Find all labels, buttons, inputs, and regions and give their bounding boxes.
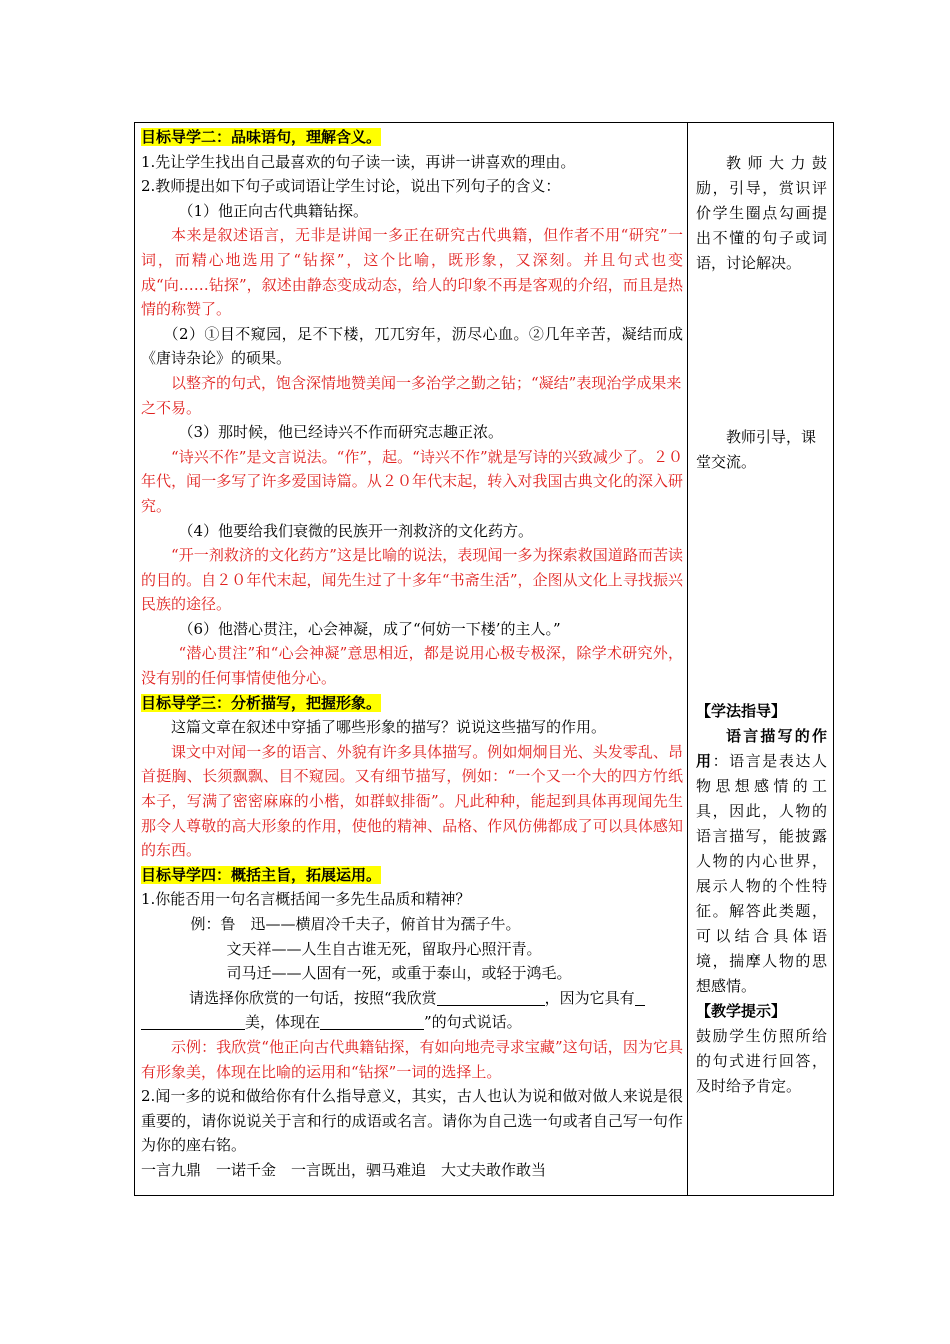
example-1: 例：鲁 迅——横眉冷千夫子，俯首甘为孺子牛。 xyxy=(190,915,521,933)
column-divider xyxy=(687,123,688,1195)
lesson-table xyxy=(134,122,834,1196)
question-3: （3）那时候，他已经诗兴不作而研究志趣正浓。 xyxy=(178,423,504,442)
step-1: 1.先让学生找出自己最喜欢的句子读一读，再讲一讲喜欢的理由。 xyxy=(141,152,576,171)
question-6: （6）他潜心贯注，心会神凝，成了“何妨一下楼’的主人。” xyxy=(178,619,561,638)
answer-6: “潜心贯注”和“心会神凝”意思相近，都是说用心极专极深，除学术研究外，没有别的任何事情使他分心。 xyxy=(141,644,683,688)
answer-description: 课文中对闻一多的语言、外貌有许多具体描写。例如炯炯目光、头发零乱、昂首挺胸、长须飘飘、目不窥园。又有细节描写，例如：“一个又一个大的四方竹纸本子，写满了密密麻麻的小楷，如群蚁排衙”。凡此种种，能起到具体再现闻先生那令人尊敬的高大形象的作用，使他的精神、品格、作风仿佛都成了可以具体感知的东西。 xyxy=(141,742,683,860)
blank-2[interactable] xyxy=(141,1013,245,1030)
question-description: 这篇文章在叙述中穿插了哪些形象的描写？说说这些描写的作用。 xyxy=(171,718,607,737)
blank-1[interactable] xyxy=(437,989,545,1006)
sample-answer: 示例：我欣赏“他正向古代典籍钻探，有如向地壳寻求宝藏”这句话，因为它具有形象美，体现在比喻的运用和“钻探”一词的选择上。 xyxy=(141,1037,683,1081)
fill-in-sentence-cont xyxy=(141,1010,683,1035)
method-title: 语言描写的作用 xyxy=(696,727,827,770)
example-3: 司马迁——人固有一死，或重于泰山，或轻于鸿毛。 xyxy=(226,964,572,983)
question-2: （2）①目不窥园，足不下楼，兀兀穷年，沥尽心血。②几年辛苦，凝结而成《唐诗杂论》的硕果。 xyxy=(141,324,683,368)
lesson-content-column xyxy=(141,123,683,1183)
tip-heading: 【教学提示】 xyxy=(696,1002,787,1020)
blank-2-start[interactable] xyxy=(635,989,645,1006)
method-heading: 【学法指导】 xyxy=(696,702,787,720)
blank-3[interactable] xyxy=(320,1013,424,1030)
example-2: 文天祥——人生自古谁无死，留取丹心照汗青。 xyxy=(226,939,542,958)
method-body: ：语言是表达人物思想感情的工具，因此，人物的语言描写，能披露人物的内心世界，展示人物的个性特征。解答此类题，可以结合具体语境，揣摩人物的思想感情。 xyxy=(696,752,827,995)
section-heading-2: 目标导学二：品味语句，理解含义。 xyxy=(141,128,382,146)
fill-text-b: ，因为它具有 xyxy=(544,988,635,1007)
note-guide: 教师引导，课堂交流。 xyxy=(696,428,817,471)
task-2: 2.闻一多的说和做给你有什么指导意义，其实，古人也认为说和做对做人来说是很重要的，请你说说关于言和行的成语或名言。请你为自己选一句或者自己写一句作为你的座右铭。 xyxy=(141,1087,683,1155)
fill-text-a: 请选择你欣赏的一句话，按照“我欣赏 xyxy=(189,988,437,1007)
answer-4: “开一剂救济的文化药方”这是比喻的说法，表现闻一多为探索救国道路而苦读的目的。自２０年代末起，闻先生过了十多年“书斋生活”，企图从文化上寻找振兴民族的途径。 xyxy=(141,546,683,614)
answer-2: 以整齐的句式，饱含深情地赞美闻一多治学之勤之钻；“凝结”表现治学成果来之不易。 xyxy=(141,373,682,417)
task-1: 1.你能否用一句名言概括闻一多先生品质和精神？ xyxy=(141,890,471,909)
section-heading-3: 目标导学三：分析描写，把握形象。 xyxy=(141,693,382,712)
fill-in-sentence xyxy=(141,986,683,1011)
step-2: 2.教师提出如下句子或词语让学生讨论，说出下列句子的含义： xyxy=(141,177,561,196)
fill-text-d: ”的句式说话。 xyxy=(424,1013,522,1032)
note-encourage: 教师大力鼓励，引导，赏识评价学生圈点勾画提出不懂的句子或词语，讨论解决。 xyxy=(696,154,827,272)
method-guide xyxy=(696,699,827,1099)
question-4: （4）他要给我们衰微的民族开一剂救济的文化药方。 xyxy=(178,521,534,540)
fill-text-c: 美，体现在 xyxy=(245,1013,321,1032)
question-1: （1）他正向古代典籍钻探。 xyxy=(178,201,369,220)
answer-3: “诗兴不作”是文言说法。“作”，起。“诗兴不作”就是写诗的兴致减少了。２０年代，闻一多写了许多爱国诗篇。从２０年代末起，转入对我国古典文化的深入研究。 xyxy=(141,447,683,515)
idiom-list: 一言九鼎 一诺千金 一言既出，驷马难追 大丈夫敢作敢当 xyxy=(141,1160,547,1179)
tip-body: 鼓励学生仿照所给的句式进行回答，及时给予肯定。 xyxy=(696,1027,827,1095)
method-text xyxy=(696,724,827,999)
section-heading-4: 目标导学四：概括主旨，拓展运用。 xyxy=(141,865,382,884)
answer-1: 本来是叙述语言，无非是讲闻一多正在研究古代典籍，但作者不用“研究”一词，而精心地选用了“钻探”，这个比喻，既形象，又深刻。并且句式也变成“向……钻探”，叙述由静态变成动态，给人的印象不再是客观的介绍，而且是热情的称赞了。 xyxy=(141,226,683,319)
